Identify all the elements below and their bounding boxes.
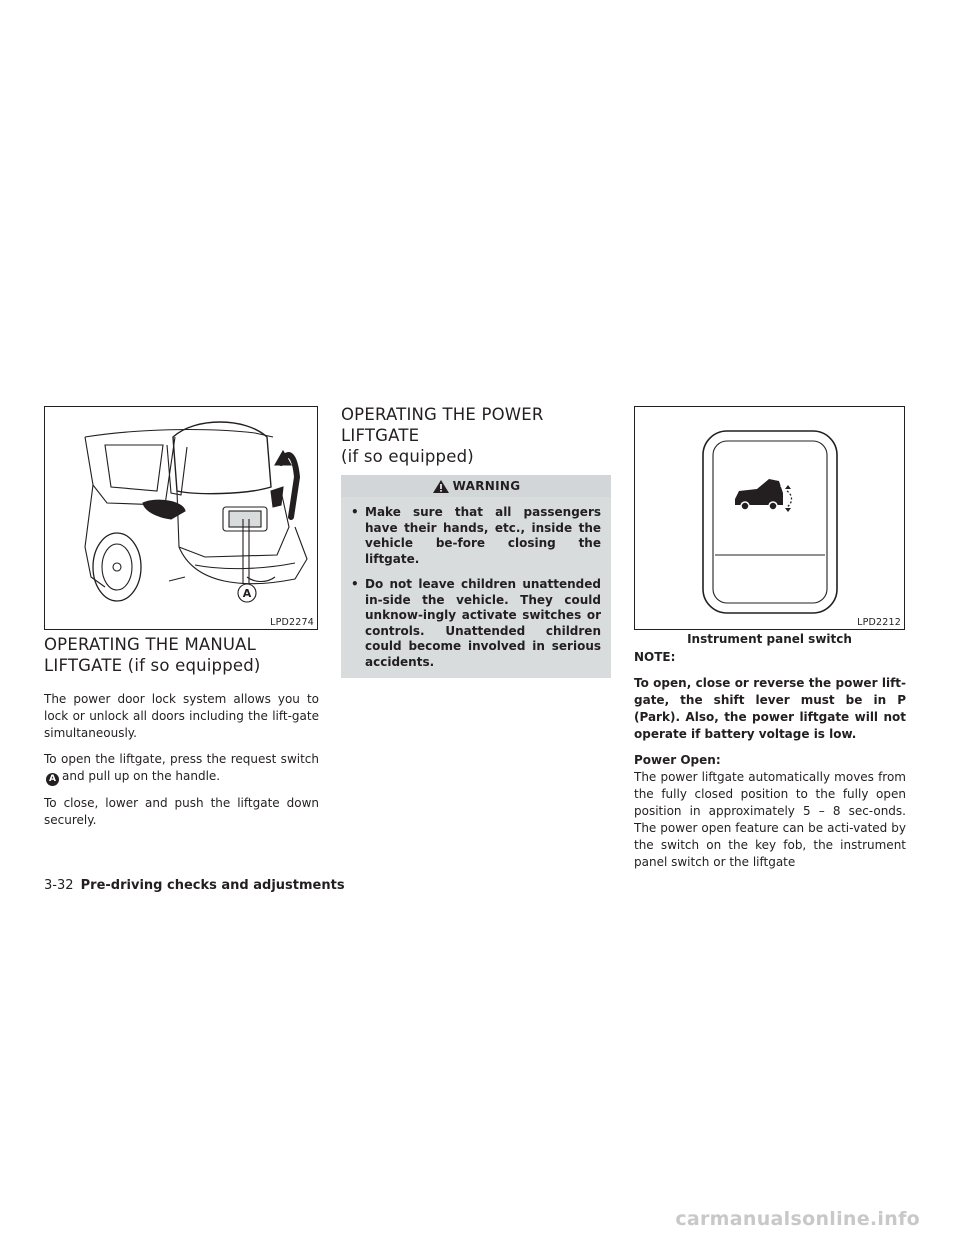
power-open-body: The power liftgate automatically moves from the fully closed position to the fully open position in approximately 5 – 8 sec-onds. The power open feature can be acti-vated by the switch on the key fob, the instrument panel switch or the liftgate [634, 770, 906, 869]
paragraph-open-liftgate [44, 751, 319, 786]
paragraph-close-liftgate: To close, lower and push the liftgate down securely. [44, 796, 319, 827]
note-label: NOTE: [634, 650, 676, 664]
chapter-title: Pre-driving checks and adjustments [80, 878, 345, 893]
paragraph-open-text-1: To open the liftgate, press the request switch [44, 752, 319, 766]
liftgate-car-icon [735, 477, 792, 512]
power-open-section [634, 649, 906, 871]
warning-text: Make sure that all passengers have their hands, etc., inside the vehicle be-fore closing the liftgate. [365, 505, 601, 566]
power-open-subheading: Power Open: [634, 753, 721, 767]
callout-label-a: A [242, 587, 252, 600]
bullet: • [351, 505, 359, 519]
section-heading [341, 404, 611, 467]
figure-caption: Instrument panel switch [687, 632, 852, 646]
warning-text: Do not leave children unattended in-side the vehicle. They could unknow-ingly activate switches or controls. Unattended children could become involved in serious accidents. [365, 577, 601, 669]
figure-id: LPD2212 [857, 617, 901, 628]
page-number: 3-32 [44, 878, 74, 893]
callout-marker-a-icon: A [46, 773, 59, 786]
manual-liftgate-section [44, 634, 319, 829]
section-heading [44, 634, 319, 676]
warning-box [341, 475, 611, 678]
watermark: carmanualsonline.info [675, 1208, 920, 1230]
paragraph-lock-system: The power door lock system allows you to lock or unlock all doors including the lift-gate simultaneously. [44, 692, 319, 740]
liftgate-illustration [44, 406, 318, 630]
warning-triangle-icon [432, 479, 450, 494]
warning-item [351, 505, 601, 567]
warning-title: WARNING [452, 479, 521, 493]
heading-line-1: OPERATING THE MANUAL [44, 635, 257, 654]
warning-item [351, 577, 601, 670]
warning-list [341, 497, 611, 678]
instrument-panel-switch-illustration [634, 406, 905, 630]
figure-id: LPD2274 [270, 617, 314, 628]
page-footer [44, 878, 345, 893]
car-rear-liftgate-drawing [45, 407, 317, 629]
heading-line-2: LIFTGATE (if so equipped) [44, 656, 261, 675]
heading-line-1: OPERATING THE POWER LIFTGATE [341, 405, 544, 445]
switch-drawing [635, 407, 904, 629]
paragraph-open-text-2: and pull up on the handle. [62, 769, 221, 783]
bullet: • [351, 577, 359, 591]
note-text: To open, close or reverse the power lift-gate, the shift lever must be in P (Park). Also, the power liftgate will not operate if battery voltage is low. [634, 676, 906, 741]
power-liftgate-section [341, 404, 611, 678]
heading-line-2: (if so equipped) [341, 447, 474, 466]
warning-header [341, 475, 611, 497]
